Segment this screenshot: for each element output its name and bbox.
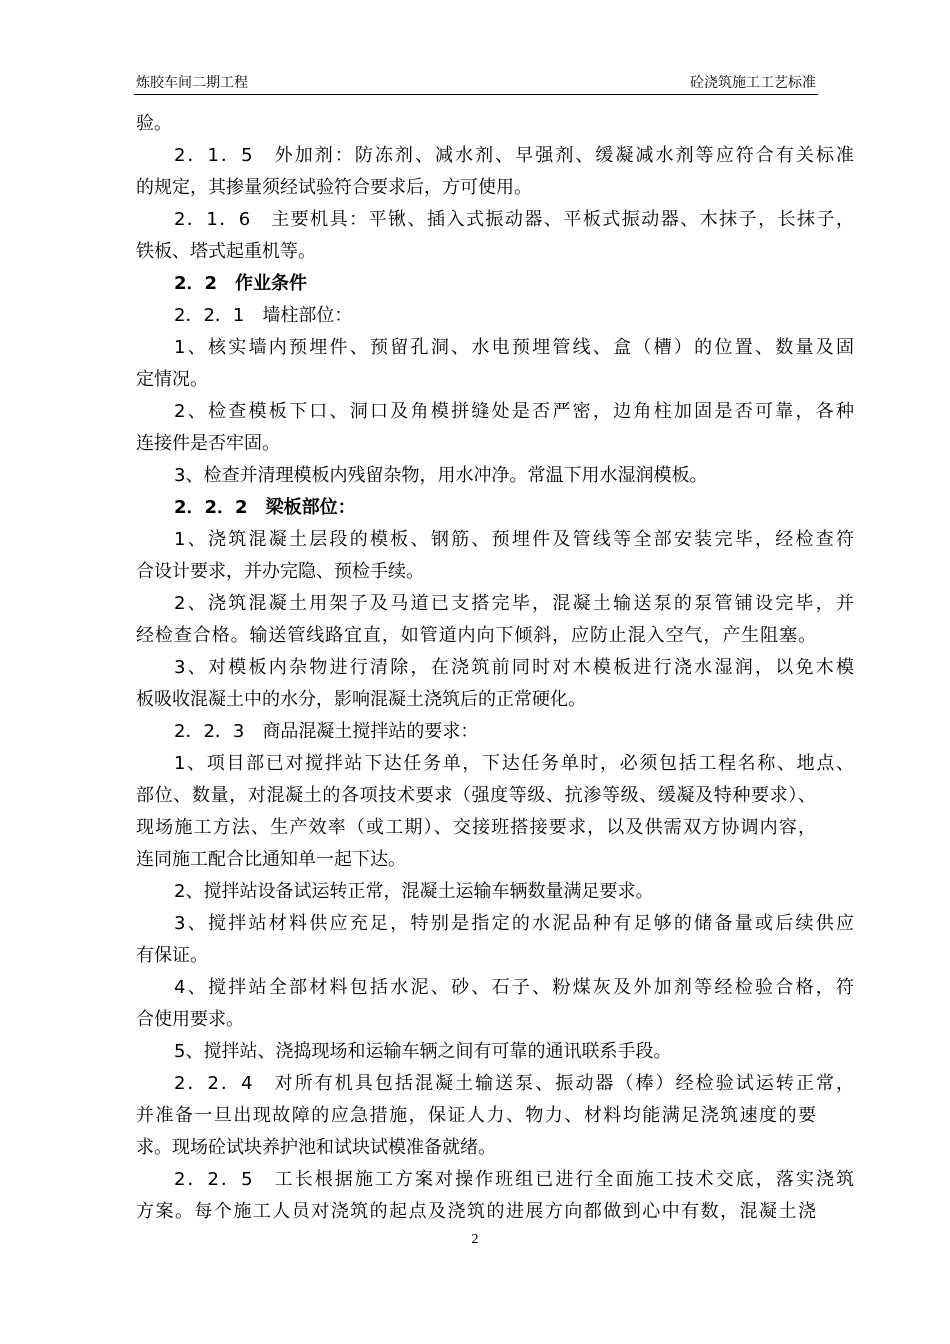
subsection-heading: 2．2．3 商品混凝土搅拌站的要求： — [174, 721, 479, 742]
text-line: 连接件是否牢固。 — [136, 433, 280, 454]
text-line: 并准备一旦出现故障的应急措施，保证人力、物力、材料均能满足浇筑速度的要 — [136, 1105, 816, 1126]
text-line: 合设计要求，并办完隐、预检手续。 — [136, 561, 424, 582]
text-line: 3、对模板内杂物进行清除，在浇筑前同时对木模板进行浇水湿润，以免木模 — [174, 657, 854, 678]
text-line: 合使用要求。 — [136, 1009, 244, 1030]
text-line: 2．2．5 工长根据施工方案对操作班组已进行全面施工技术交底，落实浇筑 — [174, 1169, 854, 1190]
page-number: 2 — [471, 1232, 479, 1247]
text-line: 有保证。 — [136, 945, 208, 966]
text-line: 2、浇筑混凝土用架子及马道已支搭完毕，混凝土输送泵的泵管铺设完毕，并 — [174, 593, 854, 614]
text-line: 1、浇筑混凝土层段的模板、钢筋、预埋件及管线等全部安装完毕，经检查符 — [174, 529, 854, 550]
text-line: 方案。每个施工人员对浇筑的起点及浇筑的进展方向都做到心中有数，混凝土浇 — [136, 1201, 816, 1222]
text-line: 2．2．4 对所有机具包括混凝土输送泵、振动器（棒）经检验试运转正常， — [174, 1073, 854, 1094]
subsection-heading: 2．2．1 墙柱部位： — [174, 305, 353, 326]
text-line: 3、检查并清理模板内残留杂物，用水冲净。常温下用水湿润模板。 — [174, 465, 708, 486]
text-line: 3、搅拌站材料供应充足，特别是指定的水泥品种有足够的储备量或后续供应 — [174, 913, 854, 934]
page-header — [134, 70, 818, 95]
text-line: 2、检查模板下口、洞口及角模拼缝处是否严密，边角柱加固是否可靠，各种 — [174, 401, 854, 422]
text-line: 经检查合格。输送管线路宜直，如管道内向下倾斜，应防止混入空气，产生阻塞。 — [136, 625, 816, 646]
header-document-title: 砼浇筑施工工艺标准 — [690, 75, 816, 91]
text-line: 求。现场砼试块养护池和试块试模准备就绪。 — [136, 1137, 496, 1158]
text-line: 2．1．6 主要机具：平锹、插入式振动器、平板式振动器、木抹子，长抹子， — [174, 209, 854, 230]
text-line: 5、搅拌站、浇捣现场和运输车辆之间有可靠的通讯联系手段。 — [174, 1041, 672, 1062]
text-line: 验。 — [136, 113, 172, 134]
text-line: 2、搅拌站设备试运转正常，混凝土运输车辆数量满足要求。 — [174, 881, 654, 902]
subsection-heading: 2．2．2 梁板部位： — [174, 497, 356, 518]
header-project-title: 炼胶车间二期工程 — [136, 75, 248, 91]
text-line: 部位、数量，对混凝土的各项技术要求（强度等级、抗渗等级、缓凝及特种要求）、 — [136, 785, 816, 806]
text-line: 2．1．5 外加剂：防冻剂、减水剂、早强剂、缓凝减水剂等应符合有关标准 — [174, 145, 854, 166]
text-line: 4、搅拌站全部材料包括水泥、砂、石子、粉煤灰及外加剂等经检验合格，符 — [174, 977, 854, 998]
text-line: 定情况。 — [136, 369, 208, 390]
text-line: 的规定，其掺量须经试验符合要求后，方可使用。 — [136, 177, 532, 198]
text-line: 铁板、塔式起重机等。 — [136, 241, 316, 262]
text-line: 1、核实墙内预埋件、预留孔洞、水电预埋管线、盒（槽）的位置、数量及固 — [174, 337, 854, 358]
text-line: 连同施工配合比通知单一起下达。 — [136, 849, 406, 870]
text-line: 板吸收混凝土中的水分，影响混凝土浇筑后的正常硬化。 — [136, 689, 586, 710]
section-heading: 2．2 作业条件 — [174, 273, 308, 294]
text-line: 现场施工方法、生产效率（或工期）、交接班搭接要求，以及供需双方协调内容， — [136, 817, 816, 838]
text-line: 1、项目部已对搅拌站下达任务单，下达任务单时，必须包括工程名称、地点、 — [174, 753, 854, 774]
